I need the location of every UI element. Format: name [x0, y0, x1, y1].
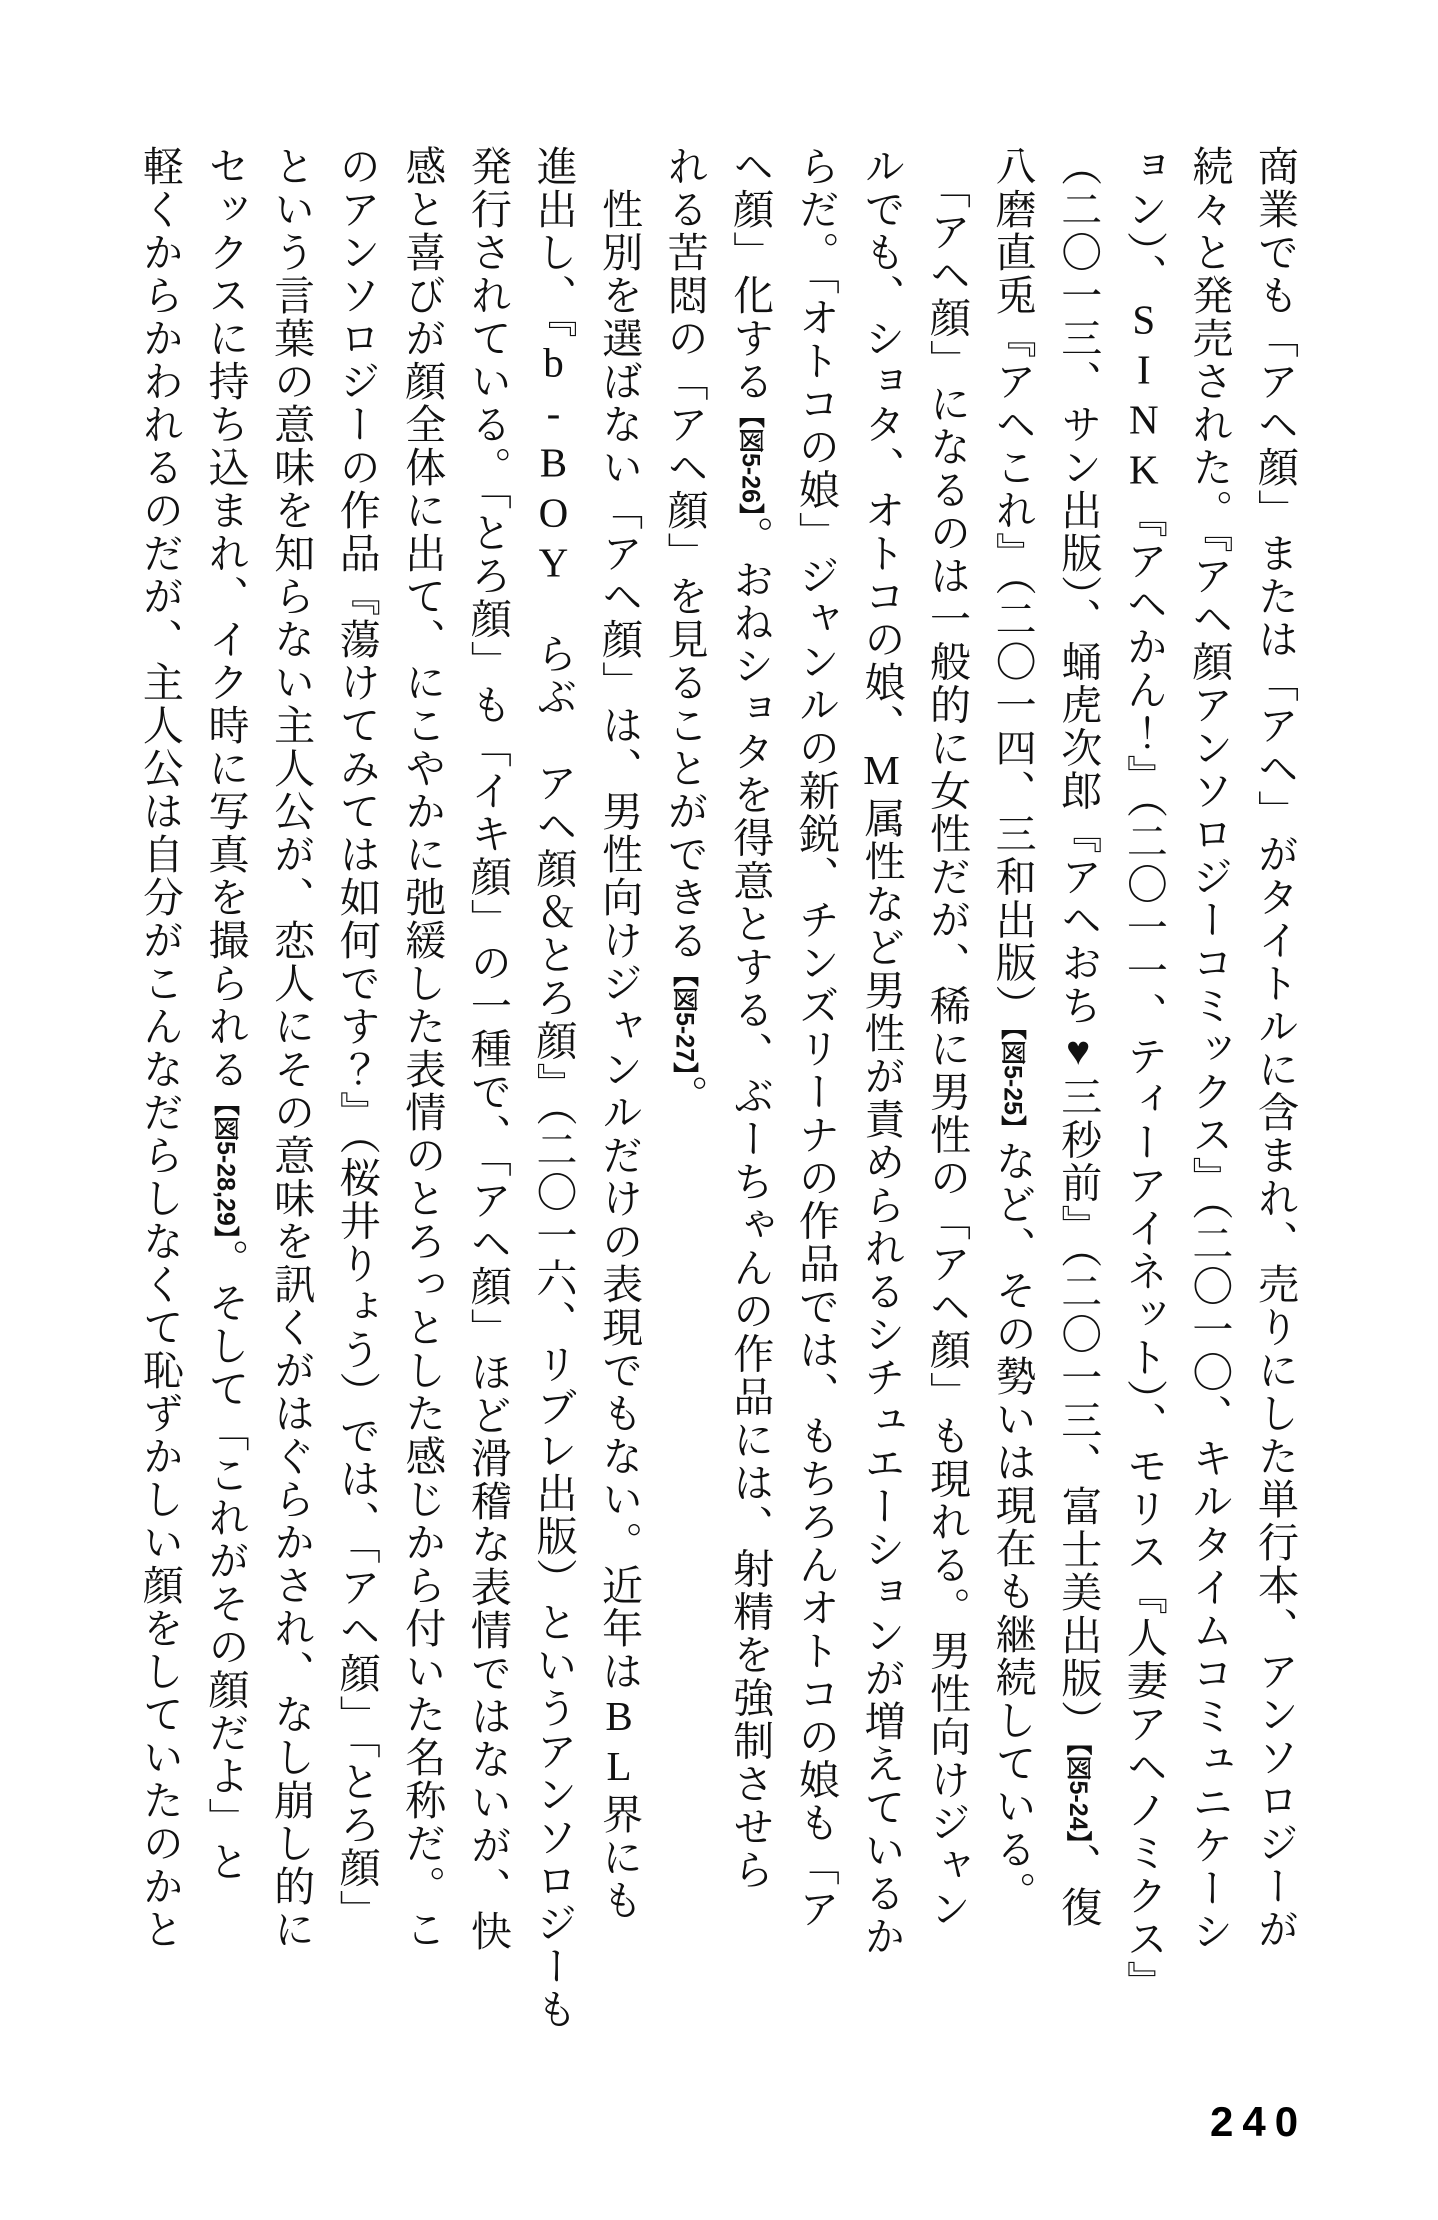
text-segment: ョン）、	[1120, 145, 1167, 297]
text-segment: 八磨直兎『アヘこれ』（二〇一四、三和出版）	[989, 145, 1036, 1028]
text-segment: 。そして「これがその顔だよ」と	[202, 1238, 249, 1884]
text-column-15	[323, 145, 389, 1933]
figure-reference: 【図5-26】	[736, 403, 765, 516]
text-segment: 軽くからかわれるのだが、主人公は自分がこんなだらしなくて恥ずかしい顔をしていたのかと	[136, 145, 183, 1951]
text-segment: 進出し、『	[530, 145, 577, 340]
text-segment: 発行されている。「とろ顔」も「イキ顔」の一種で、「アヘ顔」ほど滑稽な表情ではないが、快	[464, 145, 511, 1953]
text-column-9	[717, 145, 783, 1890]
text-segment: 商業でも「アヘ顔」または「アヘ」がタイトルに含まれ、売りにした単行本、アンソロジーが	[1252, 145, 1298, 1951]
text-column-8	[782, 145, 848, 1931]
text-segment: れる苦悶の「アヘ顔」を見ることができる	[661, 145, 708, 962]
text-column-6	[913, 145, 979, 1931]
text-segment: 「アヘ顔」になるのは一般的に女性だが、稀に男性の「アヘ顔」も現れる。男性向けジャン	[924, 145, 971, 1931]
text-column-1	[1241, 145, 1307, 1951]
text-column-2	[1176, 145, 1242, 1953]
text-segment: M	[858, 747, 905, 797]
figure-reference: 【図5-27】	[670, 962, 699, 1075]
text-segment: 続々と発売された。『アヘ顔アンソロジーコミックス』（二〇一〇、キルタイムコミュニケーシ	[1186, 145, 1233, 1953]
text-column-7	[848, 145, 914, 1958]
text-segment: b-BOY	[530, 339, 577, 590]
text-segment: 。おねショタを得意とする、ぶーちゃんの作品には、射精を強制させら	[727, 515, 774, 1892]
text-segment: ヘ顔」化する	[727, 145, 774, 403]
text-segment: らぶ アヘ顔＆とろ顔』（二〇一六、リブレ出版）というアンソロジーも	[530, 589, 577, 2031]
text-column-13	[454, 145, 520, 1953]
text-segment: など、その勢いは現在も継続している。	[989, 1140, 1036, 1915]
text-segment: SINK	[1120, 296, 1167, 497]
text-segment: セックスに持ち込まれ、イク時に写真を撮られる	[202, 145, 249, 1091]
text-column-12	[520, 145, 586, 2031]
text-segment: のアンソロジーの作品『蕩けてみては如何です？』（桜井りょう）では、「アヘ顔」「とろ顔」	[333, 145, 380, 1933]
text-column-11	[585, 145, 651, 1922]
text-column-4	[1045, 145, 1111, 1930]
text-column-10	[651, 145, 717, 1890]
text-column-5	[979, 145, 1045, 1915]
text-column-14	[389, 145, 455, 1951]
text-segment: BL	[596, 1693, 643, 1793]
text-segment: 性別を選ばない「アヘ顔」は、男性向けジャンルだけの表現でもない。近年は	[596, 145, 643, 1693]
page-text	[126, 145, 1307, 2031]
page-number: 240	[1210, 2098, 1308, 2145]
figure-reference: 【図5-28,29】	[211, 1091, 240, 1239]
text-segment: ルでも、ショタ、オトコの娘、	[858, 145, 905, 747]
text-segment: 界にも	[596, 1793, 643, 1922]
text-segment: 『アヘかん！』（二〇一一、ティーアイネット）、モリス『人妻アヘノミクス』	[1120, 496, 1167, 2004]
figure-reference: 【図5-25】	[998, 1027, 1027, 1141]
text-segment: （二〇一三、サン出版）、蛹虎次郎『アヘおち♥三秒前』（二〇一三、富士美出版）	[1055, 145, 1102, 1743]
text-column-3	[1110, 145, 1176, 2004]
text-segment: 、復	[1055, 1843, 1102, 1930]
text-column-17	[192, 145, 258, 1890]
figure-reference: 【図5-24】	[1064, 1743, 1093, 1844]
text-segment: らだ。「オトコの娘」ジャンルの新鋭、チンズリーナの作品では、もちろんオトコの娘も「ア	[792, 145, 839, 1931]
text-segment: 。	[661, 1074, 708, 1118]
text-segment: という言葉の意味を知らない主人公が、恋人にその意味を訊くがはぐらかされ、なし崩し的に	[268, 145, 315, 1951]
text-column-16	[258, 145, 324, 1951]
text-segment: 感と喜びが顔全体に出て、にこやかに弛緩した表情のとろっとした感じから付いた名称だ。こ	[399, 145, 446, 1951]
text-column-18	[126, 145, 192, 1951]
text-segment: 属性など男性が責められるシチュエーションが増えているか	[858, 797, 905, 1958]
